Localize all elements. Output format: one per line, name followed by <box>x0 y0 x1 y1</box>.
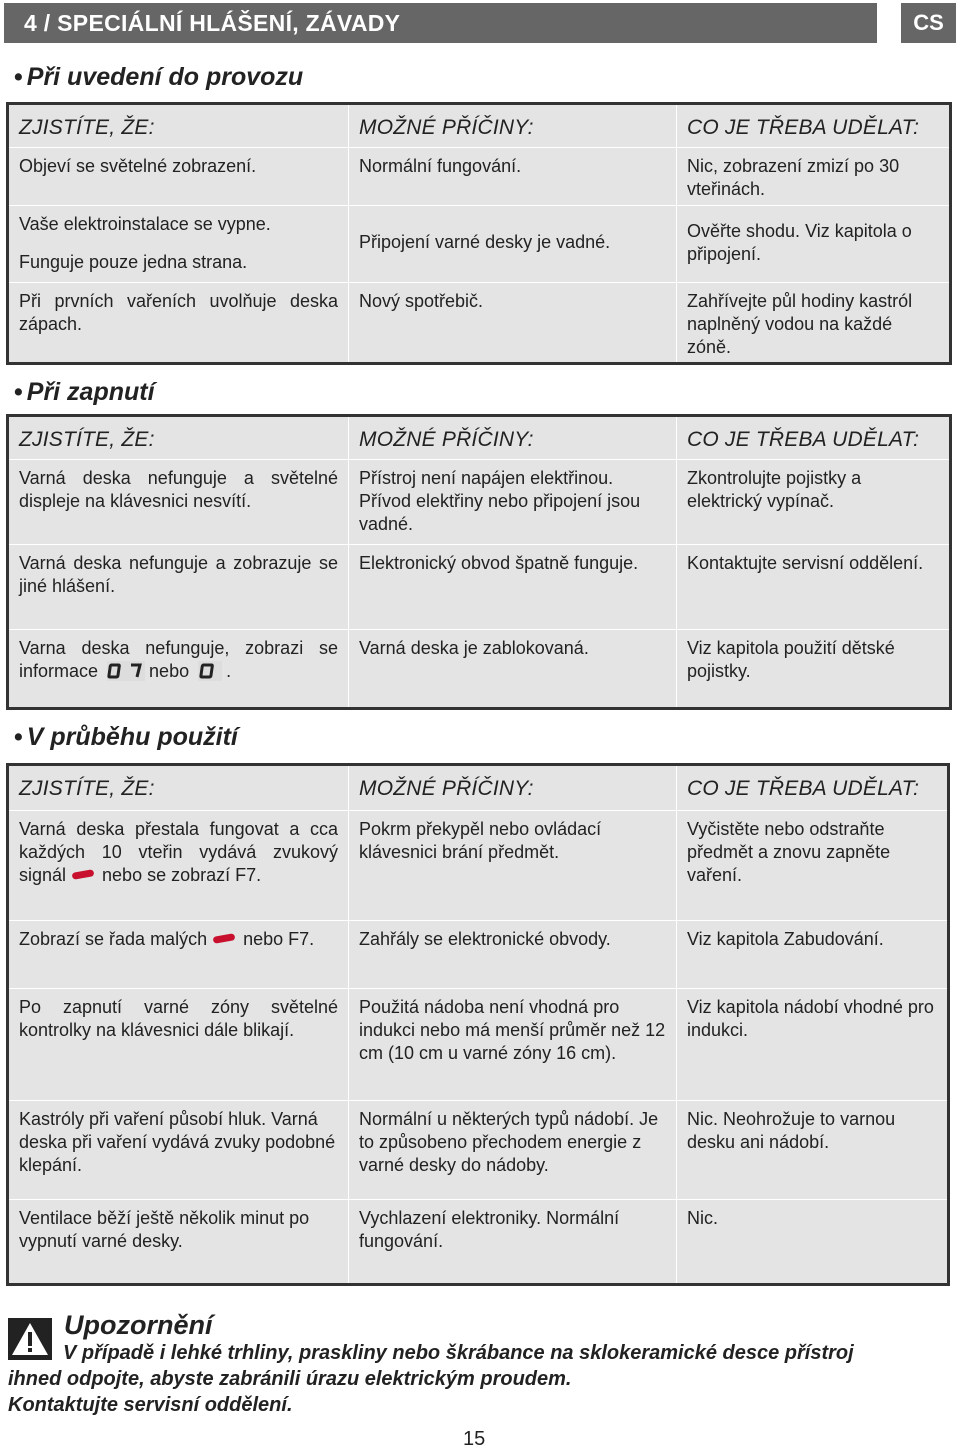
warning-text-line-3: Kontaktujte servisní oddělení. <box>8 1394 293 1416</box>
row-finding-text: Zobrazí se řada malých <box>19 929 208 949</box>
warning-text-line-1: V případě i lehké trhliny, praskliny nebo škrábance na sklokeramické desce přístroj <box>63 1342 854 1364</box>
table-header-row <box>9 766 947 811</box>
row-finding <box>9 810 349 920</box>
row-action: Viz kapitola použití dětské pojistky. <box>687 638 895 681</box>
row-finding <box>9 629 349 707</box>
row-cause: Přístroj není napájen elektřinou. Přívod elektřiny nebo připojení jsou vadné. <box>349 459 677 544</box>
header-bar <box>4 3 877 43</box>
row-cause: Pokrm překypěl nebo ovládací klávesnici brání předmět. <box>349 810 677 920</box>
section-title-text: Při zapnutí <box>26 378 155 406</box>
red-dash-icon <box>72 869 95 880</box>
row-finding <box>9 205 349 282</box>
row-action: Zkontrolujte pojistky a elektrický vypínač. <box>687 468 862 511</box>
table-row <box>9 205 949 283</box>
row-finding <box>9 920 349 988</box>
row-action: Viz kapitola nádobí vhodné pro indukci. <box>687 997 934 1040</box>
warning-text-line-2: ihned odpojte, abyste zabránili úrazu elektrickým proudem. <box>8 1368 572 1390</box>
table-row <box>9 810 947 921</box>
row-action: Zahřívejte půl hodiny kastról naplněný vodou na každé zóně. <box>687 291 913 357</box>
row-cause: Vychlazení elektroniky. Normální fungování. <box>349 1199 677 1283</box>
warning-title: Upozornění <box>64 1310 213 1340</box>
column-header-causes: MOŽNÉ PŘÍČINY: <box>349 105 677 147</box>
row-finding: Při prvních vařeních uvolňuje deska zápach. <box>9 282 349 362</box>
table-row <box>9 988 947 1101</box>
column-header-causes: MOŽNÉ PŘÍČINY: <box>349 417 677 459</box>
row-cause: Připojení varné desky je vadné. <box>349 205 677 282</box>
row-action: Nic. Neohrožuje to varnou desku ani nádobí. <box>687 1109 896 1152</box>
display-zero-icon <box>198 661 222 681</box>
red-dash-icon <box>213 933 236 944</box>
row-cause: Normální fungování. <box>349 147 677 205</box>
row-cause: Elektronický obvod špatně funguje. <box>349 544 677 629</box>
column-header-actions: CO JE TŘEBA UDĚLAT: <box>687 116 920 139</box>
language-badge: CS <box>901 3 956 43</box>
row-action: Viz kapitola Zabudování. <box>687 929 884 949</box>
table-header-row <box>9 417 949 460</box>
column-header-findings: ZJISTÍTE, ŽE: <box>9 105 349 147</box>
row-action: Ověřte shodu. Viz kapitola o připojení. <box>687 221 912 264</box>
table-row <box>9 1199 947 1283</box>
table-poweron <box>6 414 952 710</box>
row-action: Vyčistěte nebo odstraňte předmět a znovu zapněte vaření. <box>687 819 891 885</box>
column-header-findings: ZJISTÍTE, ŽE: <box>9 417 349 459</box>
column-header-findings: ZJISTÍTE, ŽE: <box>9 766 349 810</box>
row-finding-text: . <box>226 661 232 681</box>
table-row <box>9 1100 947 1200</box>
row-cause: Použitá nádoba není vhodná pro indukci nebo má menší průměr než 12 cm (10 cm u varné zóny 16 cm). <box>349 988 677 1100</box>
row-cause: Normální u některých typů nádobí. Je to způsobeno přechodem energie z varné desky do nádoby. <box>349 1100 677 1199</box>
warning-triangle-icon <box>8 1318 52 1360</box>
row-finding: Ventilace běží ještě několik minut po vypnutí varné desky. <box>9 1199 349 1283</box>
page-number: 15 <box>463 1428 486 1450</box>
table-header-row <box>9 105 949 148</box>
table-row <box>9 544 949 630</box>
row-finding-text: nebo se zobrazí F7. <box>102 865 262 885</box>
section-title-text: V průběhu použití <box>26 723 238 751</box>
table-row <box>9 282 949 362</box>
row-action: Nic, zobrazení zmizí po 30 vteřinách. <box>687 156 900 199</box>
row-finding-text: nebo <box>149 661 190 681</box>
section-title-during-use: • V průběhu použití <box>14 723 238 751</box>
table-during-use <box>6 763 950 1286</box>
row-cause: Nový spotřebič. <box>349 282 677 362</box>
display-code-icon <box>107 661 145 681</box>
row-action: Nic. <box>687 1208 718 1228</box>
column-header-actions: CO JE TŘEBA UDĚLAT: <box>687 428 920 451</box>
row-finding: Po zapnutí varné zóny světelné kontrolky na klávesnici dále blikají. <box>9 988 349 1100</box>
row-finding: Varná deska nefunguje a světelné displeje na klávesnici nesvítí. <box>9 459 349 544</box>
page-title: 4 / SPECIÁLNÍ HLÁŠENÍ, ZÁVADY <box>24 10 401 36</box>
section-title-poweron: • Při zapnutí <box>14 378 155 406</box>
section-title-text: Při uvedení do provozu <box>26 63 304 91</box>
row-cause: Varná deska je zablokovaná. <box>349 629 677 707</box>
section-title-startup: • Při uvedení do provozu <box>14 63 304 91</box>
column-header-causes: MOŽNÉ PŘÍČINY: <box>349 766 677 810</box>
row-cause: Zahřály se elektronické obvody. <box>349 920 677 988</box>
row-finding-text: Varná deska přestala fungovat a cca každých 10 vteřin vydává zvukový signál <box>19 819 338 885</box>
row-finding: Varná deska nefunguje a zobrazuje se jiné hlášení. <box>9 544 349 629</box>
table-row <box>9 147 949 206</box>
row-finding-text: Varna deska nefunguje, zobrazi se informace <box>19 638 338 681</box>
table-row <box>9 920 947 989</box>
column-header-actions: CO JE TŘEBA UDĚLAT: <box>687 777 920 800</box>
row-finding: Objeví se světelné zobrazení. <box>9 147 349 205</box>
table-row <box>9 629 949 707</box>
table-startup <box>6 102 952 365</box>
row-finding-line-2: Funguje pouze jedna strana. <box>19 252 248 272</box>
table-row <box>9 459 949 545</box>
row-finding-text: nebo F7. <box>243 929 315 949</box>
row-finding: Kastróly při vaření působí hluk. Varná deska při vaření vydává zvuky podobné klepání. <box>9 1100 349 1199</box>
row-action: Kontaktujte servisní oddělení. <box>687 553 924 573</box>
row-finding-line-1: Vaše elektroinstalace se vypne. <box>19 214 271 234</box>
